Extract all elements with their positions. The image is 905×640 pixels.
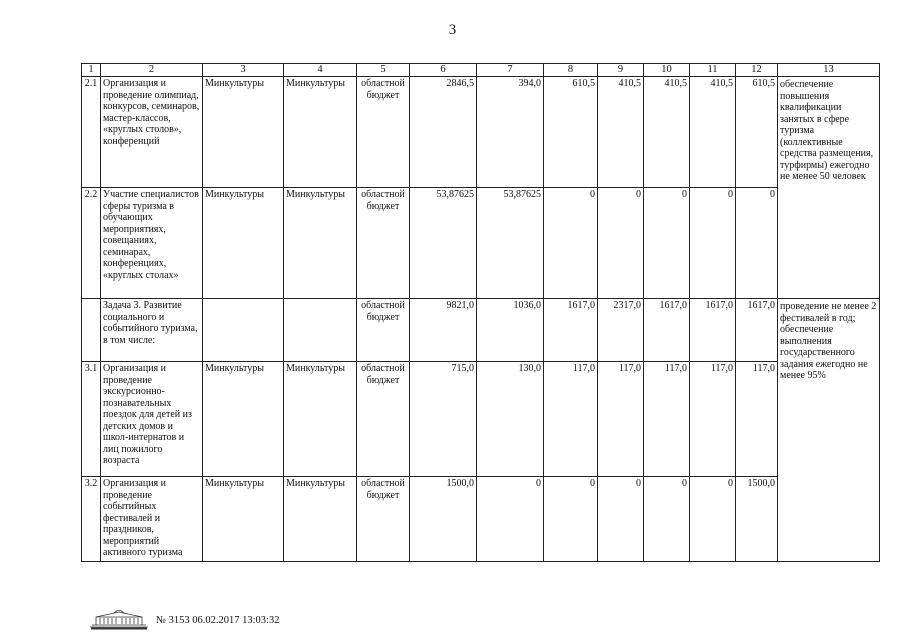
- activity-name: Организация и проведение событийных фестивалей и праздников, мероприятий активного туризма: [101, 477, 203, 562]
- funding-source: областной бюджет: [357, 477, 410, 562]
- value-year: 410,5: [644, 77, 690, 188]
- executor: Минкультуры: [203, 77, 284, 188]
- co-executor: Минкультуры: [284, 362, 357, 477]
- funding-source: областной бюджет: [357, 77, 410, 188]
- value-year: 1617,0: [544, 299, 598, 362]
- value-year: 1500,0: [736, 477, 778, 562]
- row-number: [82, 299, 101, 362]
- table-row: [82, 188, 880, 299]
- value-total: 2846,5: [410, 77, 477, 188]
- value-year: 0: [598, 477, 644, 562]
- task-name: Задача 3. Развитие социального и событийного туризма, в том числе:: [101, 299, 203, 362]
- value-total: 9821,0: [410, 299, 477, 362]
- executor: [203, 299, 284, 362]
- header-cell: 10: [644, 64, 690, 77]
- value-year: 2317,0: [598, 299, 644, 362]
- header-cell: 4: [284, 64, 357, 77]
- header-cell: 11: [690, 64, 736, 77]
- header-cell: 13: [778, 64, 880, 77]
- row-number: 3.2: [82, 477, 101, 562]
- co-executor: Минкультуры: [284, 477, 357, 562]
- value-year: 53,87625: [477, 188, 544, 299]
- value-year: 410,5: [598, 77, 644, 188]
- header-cell: 3: [203, 64, 284, 77]
- value-year: 610,5: [736, 77, 778, 188]
- header-cell: 6: [410, 64, 477, 77]
- value-total: 1500,0: [410, 477, 477, 562]
- value-year: 117,0: [736, 362, 778, 477]
- executor: Минкультуры: [203, 362, 284, 477]
- co-executor: Минкультуры: [284, 77, 357, 188]
- parliament-building-icon: [88, 608, 150, 633]
- value-year: 0: [477, 477, 544, 562]
- table-row: [82, 362, 880, 477]
- page-number: 3: [448, 22, 457, 38]
- row-number: 2.1: [82, 77, 101, 188]
- funding-source: областной бюджет: [357, 188, 410, 299]
- value-year: 1617,0: [690, 299, 736, 362]
- value-year: 117,0: [690, 362, 736, 477]
- activity-name: Организация и проведение олимпиад, конкурсов, семинаров, мастер-классов, «круглых столов», конференций: [101, 77, 203, 188]
- expected-result: проведение не менее 2 фестивалей в год; обеспечение выполнения государственного задания ежегодно не менее 95%: [778, 299, 880, 562]
- funding-source: областной бюджет: [357, 362, 410, 477]
- header-cell: 12: [736, 64, 778, 77]
- activity-name: Организация и проведение экскурсионно-познавательных поездок для детей из детских домов и школ-интернатов и лиц пожилого возраста: [101, 362, 203, 477]
- value-year: 1617,0: [644, 299, 690, 362]
- header-cell: 9: [598, 64, 644, 77]
- header-cell: 2: [101, 64, 203, 77]
- value-year: 1036,0: [477, 299, 544, 362]
- value-year: 410,5: [690, 77, 736, 188]
- row-number: 2.2: [82, 188, 101, 299]
- document-footer: [88, 608, 279, 632]
- value-year: 0: [544, 477, 598, 562]
- activity-name: Участие специалистов сферы туризма в обучающих мероприятиях, совещаниях, семинарах, конференциях, «круглых столах»: [101, 188, 203, 299]
- table-header-row: [82, 64, 880, 77]
- value-year: 1617,0: [736, 299, 778, 362]
- document-registration-stamp: № 3153 06.02.2017 13:03:32: [156, 614, 280, 626]
- header-cell: 7: [477, 64, 544, 77]
- value-total: 715,0: [410, 362, 477, 477]
- value-year: 0: [644, 188, 690, 299]
- table-row: [82, 77, 880, 188]
- value-year: 394,0: [477, 77, 544, 188]
- value-year: 0: [544, 188, 598, 299]
- value-year: 0: [690, 188, 736, 299]
- executor: Минкультуры: [203, 477, 284, 562]
- value-year: 117,0: [644, 362, 690, 477]
- program-table: [81, 63, 880, 562]
- header-cell: 5: [357, 64, 410, 77]
- funding-source: областной бюджет: [357, 299, 410, 362]
- table-row: [82, 477, 880, 562]
- co-executor: Минкультуры: [284, 188, 357, 299]
- value-year: 0: [736, 188, 778, 299]
- value-total: 53,87625: [410, 188, 477, 299]
- executor: Минкультуры: [203, 188, 284, 299]
- header-cell: 8: [544, 64, 598, 77]
- value-year: 117,0: [598, 362, 644, 477]
- co-executor: [284, 299, 357, 362]
- value-year: 0: [690, 477, 736, 562]
- value-year: 117,0: [544, 362, 598, 477]
- header-cell: 1: [82, 64, 101, 77]
- value-year: 0: [598, 188, 644, 299]
- expected-result: обеспечение повышения квалификации занятых в сфере туризма (коллективные средства размещения, турфирмы) ежегодно не менее 50 человек: [778, 77, 880, 299]
- value-year: 0: [644, 477, 690, 562]
- value-year: 130,0: [477, 362, 544, 477]
- row-number: 3.1: [82, 362, 101, 477]
- table-row: [82, 299, 880, 362]
- value-year: 610,5: [544, 77, 598, 188]
